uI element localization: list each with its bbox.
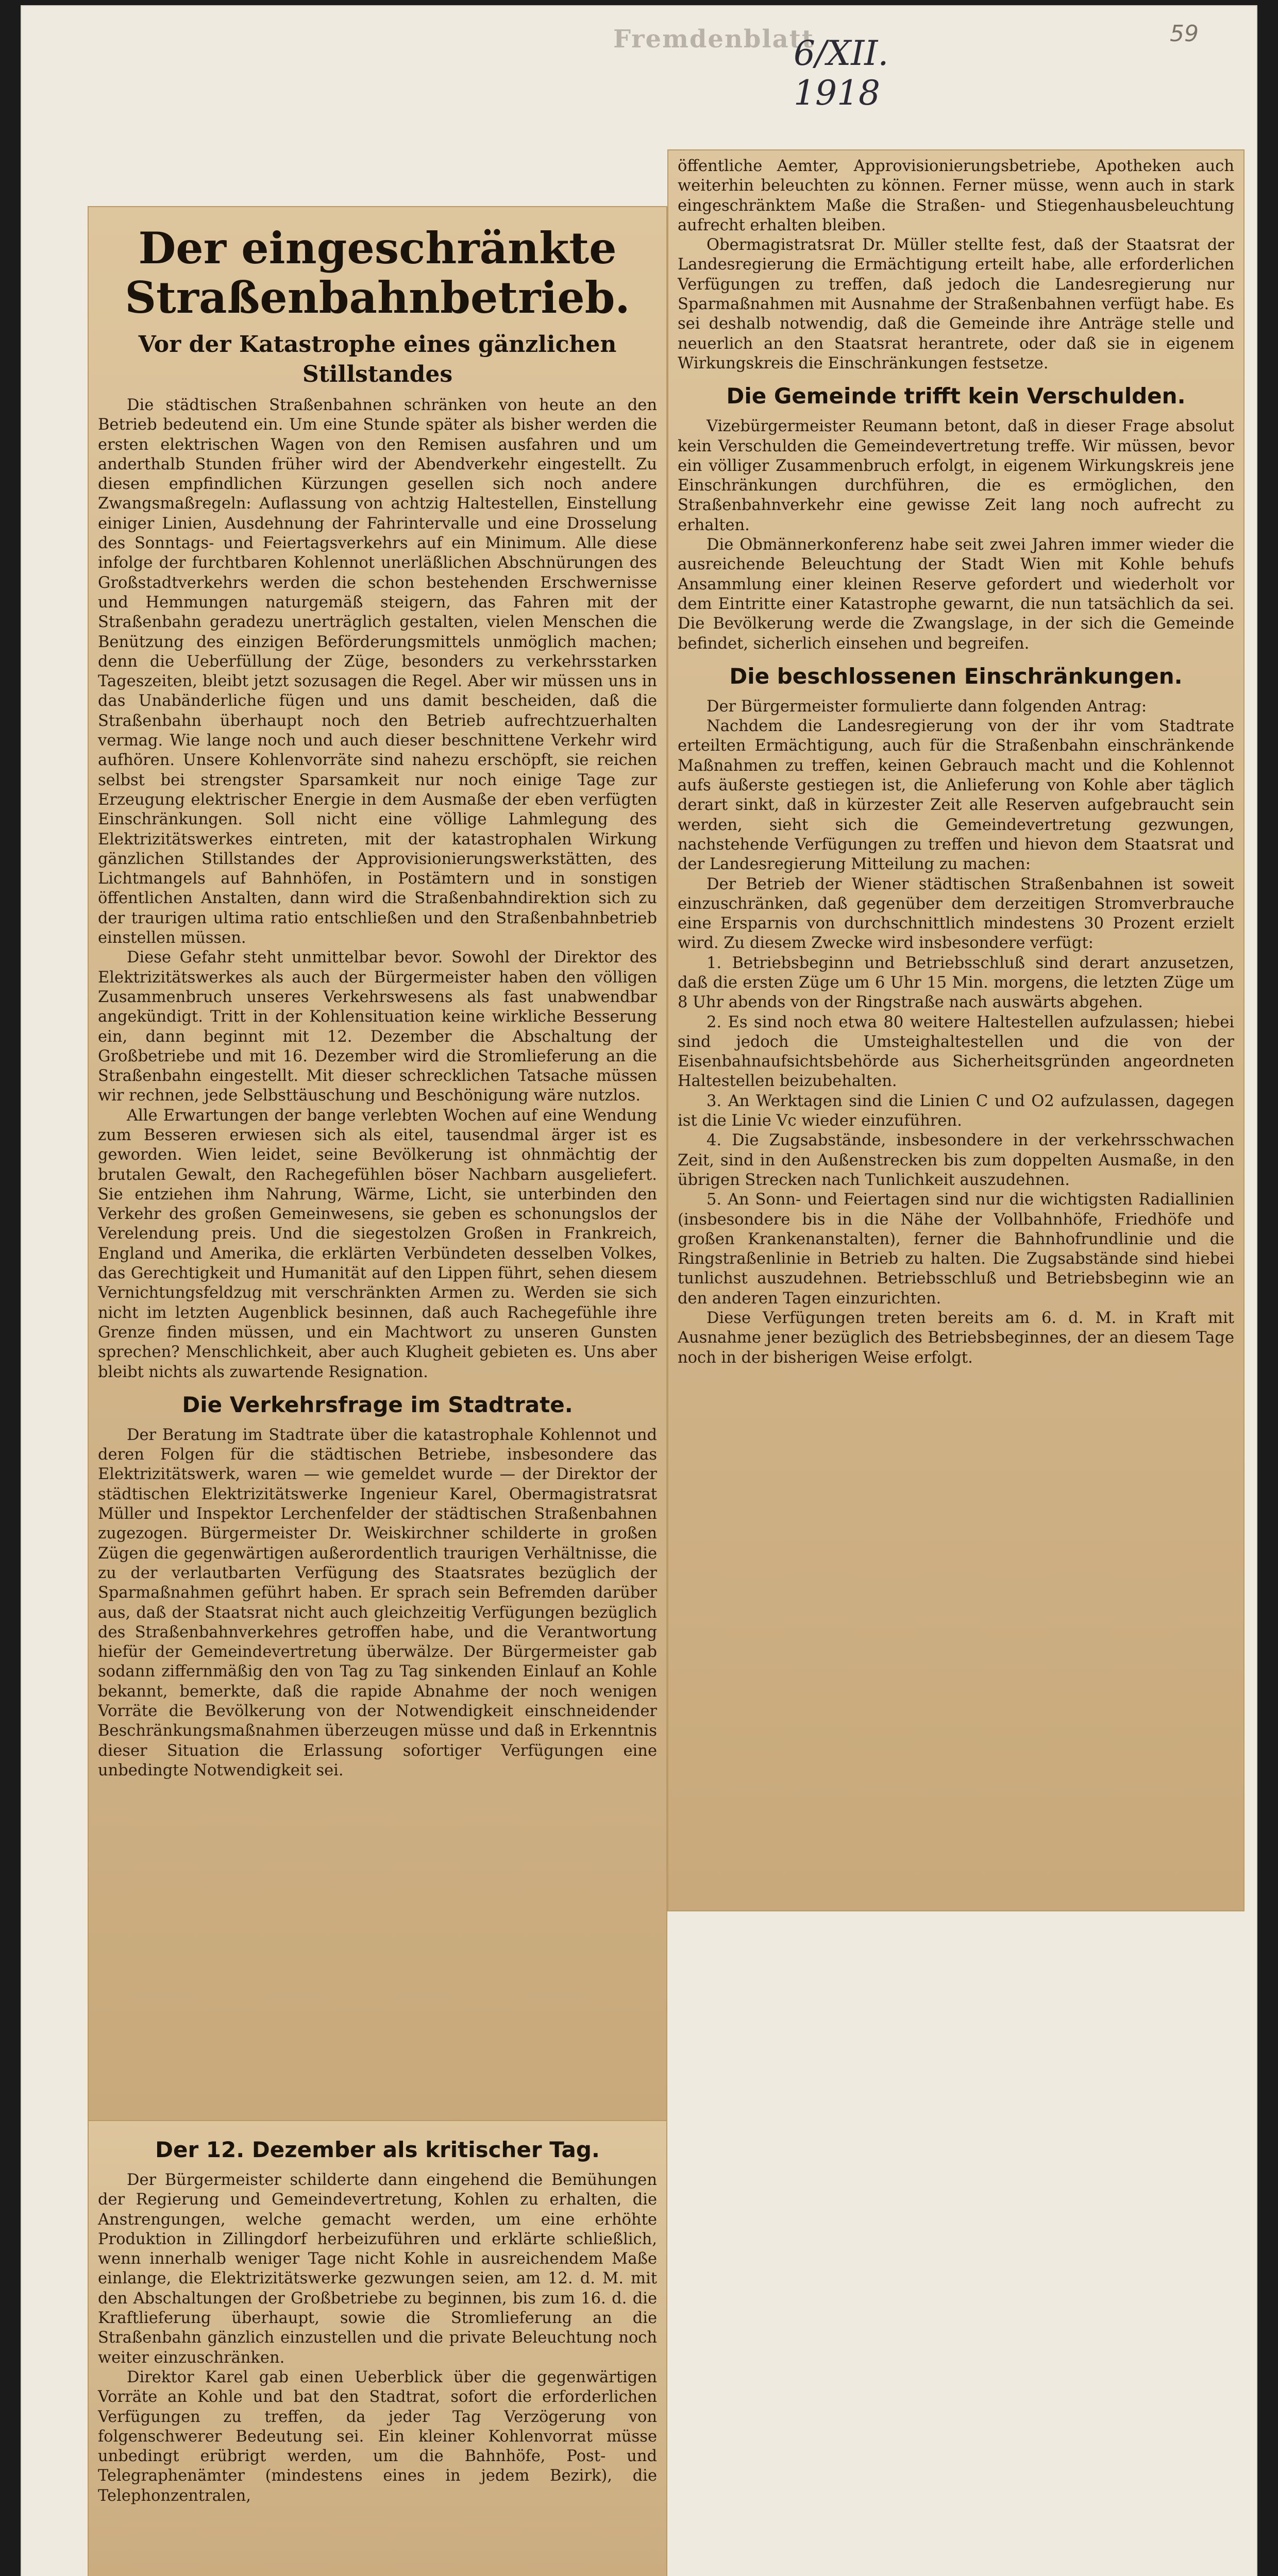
paragraph: Alle Erwartungen der bange verlebten Wochen auf eine Wendung zum Besseren erwiesen sich als eitel, tausendmal ärger ist es geworden. Wien leidet, seine Bevölkerung ist ohnmächtig der brutalen Gewalt, den Rachegefühlen böser Nachbarn ausgeliefert. Sie entziehen ihm Nahrung, Wärme, Licht, sie unterbinden den Verkehr des großen Gemeinwesens, sie geben es schonungslos der Verelendung preis. Und die siegestolzen Großen in Frankreich, England und Amerika, die erklärten Verbündeten desselben Volkes, das Gerechtigkeit und Humanität auf den Lippen führt, sehen diesem Vernichtungsfeldzug mit verschränkten Armen zu. Werden sie sich nicht im letzten Augenblick besinnen, daß auch Rachegefühle ihre Grenze finden müssen, und ein Machtwort zu unseren Gunsten sprechen? Menschlichkeit, aber auch Klugheit gebieten es. Uns aber bleibt nichts als zuwartende Resignation.: [98, 1106, 657, 1381]
paragraph: Der Betrieb der Wiener städtischen Straßenbahnen ist soweit einzuschränken, daß gegenüber dem derzeitigen Stromverbrauche eine Ersparnis von durchschnittlich mindestens 30 Prozent erzielt wird. Zu diesem Zwecke wird insbesondere verfügt:: [678, 875, 1234, 953]
section-heading-stadtrat: Die Verkehrsfrage im Stadtrate.: [182, 1392, 573, 1417]
paragraph: Diese Gefahr steht unmittelbar bevor. Sowohl der Direktor des Elektrizitätswerkes als auch der Bürgermeister haben den völligen Zusammenbruch unseres Verkehrswesens als fast unabwendbar angekündigt. Tritt in der Kohlensituation keine wirkliche Besserung ein, dann beginnt mit 12. Dezember die Abschaltung der Großbetriebe und mit 16. Dezember wird die Stromlieferung an die Straßenbahn eingestellt. Mit dieser schrecklichen Tatsache müssen wir rechnen, jede Selbsttäuschung und Beschönigung wäre nutzlos.: [98, 948, 657, 1105]
section-heading-gemeinde: Die Gemeinde trifft kein Verschulden.: [726, 383, 1186, 409]
paragraph: öffentliche Aemter, Approvisionierungsbetriebe, Apotheken auch weiterhin beleuchten zu können. Ferner müsse, wenn auch in stark eingeschränktem Maße die Straßen- und Stiegenhausbeleuchtung aufrecht erhalten bleiben.: [678, 157, 1234, 234]
clipping-column-left-lower: [88, 2120, 667, 2576]
section-heading-beschlossen: Die beschlossenen Einschränkungen.: [729, 663, 1183, 689]
section-heading-12-dezember: Der 12. Dezember als kritischer Tag.: [155, 2137, 600, 2162]
list-item: 5. An Sonn- und Feiertagen sind nur die wichtigsten Radiallinien (insbesondere bis in die Nähe der Vollbahnhöfe, Friedhöfe und großen Krankenanstalten), ferner die Bahnhofrundlinie und die Ringstraßenlinie in Betrieb zu halten. Die Zugsabstände sind hiebei tunlichst auszudehnen. Betriebsschluß und Betriebsbeginn wie an den anderen Tagen einzurichten.: [678, 1191, 1234, 1308]
paragraph: Die städtischen Straßenbahnen schränken von heute an den Betrieb bedeutend ein. Um eine Stunde später als bisher werden die ersten elektrischen Wagen von den Remisen ausfahren und um anderthalb Stunden früher wird der Abendverkehr eingestellt. Zu diesen empfindlichen Kürzungen gesellen sich noch andere Zwangsmaßregeln: Auflassung von achtzig Haltestellen, Einstellung einiger Linien, Ausdehnung der Fahrintervalle und eine Drosselung des Sonntags- und Feiertagsverkehrs auf ein Minimum. Alle diese infolge der furchtbaren Kohlennot unerläßlichen Abschnürungen des Großstadtverkehrs werden die schon bestehenden Erschwernisse und Hemmungen naturgemäß steigern, das Fahren mit der Straßenbahn geradezu unerträglich gestalten, vielen Menschen die Benützung des einzigen Beförderungsmittels unmöglich machen; denn die Ueberfüllung der Züge, besonders zu verkehrsstarken Tageszeiten, bleibt jetzt sozusagen die Regel. Aber wir müssen uns in das Unabänderliche fügen und uns damit bescheiden, daß die Straßenbahn überhaupt noch den Betrieb aufrechtzuerhalten vermag. Wie lange noch und auch dieser beschnittene Verkehr wird aufhören. Unsere Kohlenvorräte sind nahezu erschöpft, sie reichen selbst bei strengster Sparsamkeit nur noch einige Tage zur Erzeugung elektrischer Energie in dem Ausmaße der eben verfügten Einschränkungen. Soll nicht eine völlige Lahmlegung des Elektrizitätswerkes eintreten, mit der katastrophalen Wirkung gänzlichen Stillstandes der Approvisionierungswerkstätten, des Lichtmangels auf Bahnhöfen, in Postämtern und in sonstigen öffentlichen Anstalten, dann wird die Straßenbahndirektion sich zu der traurigen ultima ratio entschließen und den Straßenbahnbetrieb einstellen müssen.: [98, 396, 657, 947]
paragraph: Der Beratung im Stadtrate über die katastrophale Kohlennot und deren Folgen für die städtischen Betriebe, insbesondere das Elektrizitätswerk, waren — wie gemeldet wurde — der Direktor der städtischen Elektrizitätswerke Ingenieur Karel, Obermagistratsrat Müller und Inspektor Lerchenfelder der städtischen Straßenbahnen zugezogen. Bürgermeister Dr. Weiskirchner schilderte in großen Zügen die gegenwärtigen außerordentlich traurigen Verhältnisse, die zu der verlautbarten Verfügung des Staatsrates bezüglich der Sparmaßnahmen geführt haben. Er sprach sein Befremden darüber aus, daß der Staatsrat nicht auch gleichzeitig Verfügungen bezüglich des Straßenbahnverkehres getroffen habe, und die Verantwortung hiefür der Gemeindevertretung überwälze. Der Bürgermeister gab sodann ziffernmäßig den von Tag zu Tag sinkenden Einlauf an Kohle bekannt, bemerkte, daß die rapide Abnahme der noch wenigen Vorräte die Bevölkerung von der Notwendigkeit einschneidender Beschränkungsmaßnahmen überzeugen müsse und daß in Erkenntnis dieser Situation die Erlassung sofortiger Verfügungen eine unbedingte Notwendigkeit sei.: [98, 1426, 657, 1780]
article-title: Der eingeschränkte Straßenbahnbetrieb.: [125, 223, 630, 323]
list-item: 4. Die Zugsabstände, insbesondere in der verkehrsschwachen Zeit, sind in den Außenstrecken bis zum doppelten Ausmaße, in den übrigen Strecken nach Tunlichkeit auszudehnen.: [678, 1131, 1234, 1189]
newspaper-stamp: Fremdenblatt: [613, 25, 815, 54]
paragraph: Der Bürgermeister formulierte dann folgenden Antrag:: [707, 697, 1147, 716]
paragraph: Vizebürgermeister Reumann betont, daß in dieser Frage absolut kein Verschulden die Gemeindevertretung treffe. Wir müssen, bevor ein völliger Zusammenbruch erfolgt, in eigenem Wirkungskreis jene Einschränkungen durchführen, die es ermöglichen, den Straßenbahnverkehr eine gewisse Zeit lang noch aufrecht zu erhalten.: [678, 417, 1234, 534]
paragraph: Diese Verfügungen treten bereits am 6. d. M. in Kraft mit Ausnahme jener bezüglich des Betriebsbeginnes, der an diesem Tage noch in der bisherigen Weise erfolgt.: [678, 1309, 1234, 1367]
article-subtitle: Vor der Katastrophe eines gänzlichen Stillstandes: [138, 331, 617, 387]
paragraph: Die Obmännerkonferenz habe seit zwei Jahren immer wieder die ausreichende Beleuchtung der Stadt Wien mit Kohle behufs Ansammlung einer kleinen Reserve gefordert und wiederholt vor dem Eintritte einer Katastrophe gewarnt, die nun tatsächlich da sei. Die Bevölkerung werde die Zwangslage, in der sich die Gemeinde befindet, sicherlich einsehen und begreifen.: [678, 536, 1234, 653]
list-item: 3. An Werktagen sind die Linien C und O2 aufzulassen, dagegen ist die Linie Vc wieder einzuführen.: [678, 1092, 1234, 1130]
list-item: 2. Es sind noch etwa 80 weitere Haltestellen aufzulassen; hiebei sind jedoch die Umsteighaltestellen und die von der Eisenbahnaufsichtsbehörde aus Sicherheitsgründen angeordneten Haltestellen beizubehalten.: [678, 1013, 1234, 1091]
paragraph: Obermagistratsrat Dr. Müller stellte fest, daß der Staatsrat der Landesregierung die Ermächtigung erteilt habe, alle erforderlichen Verfügungen zu treffen, daß jedoch die Landesregierung nur Sparmaßnahmen mit Ausnahme der Straßenbahnen verfügt habe. Es sei deshalb notwendig, daß die Gemeinde ihre Anträge stelle und neuerlich an den Staatsrat herantrete, oder daß sie in eigenem Wirkungskreis die Einschränkungen festsetze.: [678, 236, 1234, 372]
paragraph: Direktor Karel gab einen Ueberblick über die gegenwärtigen Vorräte an Kohle und bat den Stadtrat, sofort die erforderlichen Verfügungen zu treffen, da jeder Tag Verzögerung von folgenschwerer Bedeutung sei. Ein kleiner Kohlenvorrat müsse unbedingt erübrigt werden, um die Bahnhöfe, Post- und Telegraphenämter (mindestens eines in jedem Bezirk), die Telephonzentralen,: [98, 2368, 657, 2505]
paragraph: Der Bürgermeister schilderte dann eingehend die Bemühungen der Regierung und Gemeindevertretung, Kohlen zu erhalten, die Anstrengungen, welche gemacht werden, um eine erhöhte Produktion in Zillingdorf herbeizuführen und erklärte schließlich, wenn innerhalb weniger Tage nicht Kohle in ausreichendem Maße einlange, die Elektrizitätswerke gezwungen seien, am 12. d. M. mit den Abschaltungen der Großbetriebe zu beginnen, bis zum 16. d. die Kraftlieferung überhaupt, sowie die Stromlieferung an die Straßenbahn gänzlich einzustellen und die private Beleuchtung noch weiter einzuschränken.: [98, 2171, 657, 2367]
handwritten-date: 6/XII. 1918: [794, 33, 889, 113]
page-number: 59: [1170, 21, 1199, 47]
paragraph: Nachdem die Landesregierung von der ihr vom Stadtrate erteilten Ermächtigung, auch für die Straßenbahn einschränkende Maßnahmen zu treffen, keinen Gebrauch macht und die Kohlennot aufs äußerste gestiegen ist, die Anlieferung von Kohle aber täglich derart sinkt, daß in kürzester Zeit alle Reserven aufgebraucht sein werden, sieht sich die Gemeindevertretung gezwungen, nachstehende Verfügungen zu treffen und hievon dem Staatsrat und der Landesregierung Mitteilung zu machen:: [678, 717, 1234, 874]
clipping-column-left: [88, 206, 667, 2136]
clipping-column-right: [667, 149, 1245, 1911]
list-item: 1. Betriebsbeginn und Betriebsschluß sind derart anzusetzen, daß die ersten Züge um 6 Uhr 15 Min. morgens, die letzten Züge um 8 Uhr abends von der Ringstraße nach auswärts abgehen.: [678, 954, 1234, 1012]
